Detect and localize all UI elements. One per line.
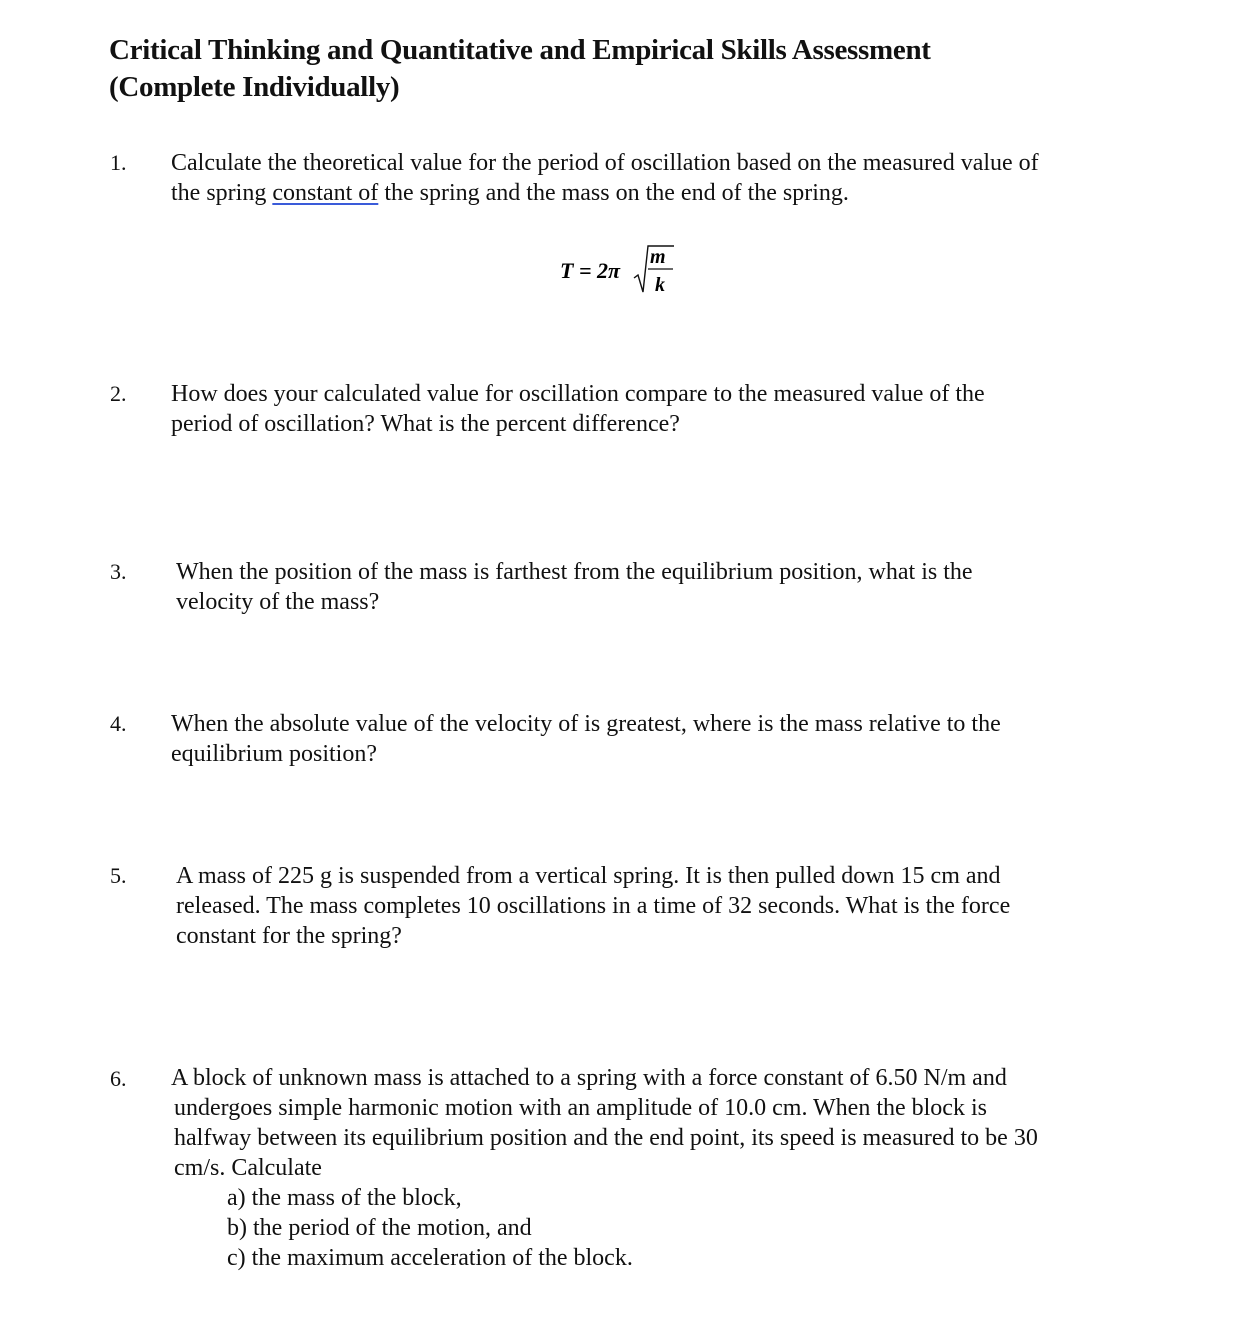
question-4-line-2: equilibrium position? — [171, 741, 377, 767]
question-6-line-2: undergoes simple harmonic motion with an amplitude of 10.0 cm. When the block is — [174, 1095, 987, 1121]
question-5-text — [176, 861, 1126, 951]
question-6-number: 6. — [110, 1066, 127, 1091]
document-title — [109, 32, 1109, 106]
question-1-number: 1. — [110, 150, 127, 175]
question-3-line-1: When the position of the mass is farthest from the equilibrium position, what is the — [176, 559, 973, 585]
question-3-text — [176, 557, 1126, 617]
period-formula — [558, 242, 688, 302]
question-6-line-1: A block of unknown mass is attached to a spring with a force constant of 6.50 N/m and — [171, 1065, 1007, 1091]
question-5-line-1: A mass of 225 g is suspended from a vertical spring. It is then pulled down 15 cm and — [176, 863, 1001, 889]
question-2-line-2: period of oscillation? What is the percent difference? — [171, 411, 680, 437]
question-1-line-2 — [171, 178, 1121, 208]
question-6-line-4: cm/s. Calculate — [174, 1155, 322, 1181]
question-4-number: 4. — [110, 711, 127, 736]
question-6-line-3: halfway between its equilibrium position and the end point, its speed is measured to be 30 — [174, 1125, 1038, 1151]
question-1-line-2-start: the spring — [171, 180, 273, 206]
question-3-line-2: velocity of the mass? — [176, 589, 380, 615]
question-2-number: 2. — [110, 381, 127, 406]
question-6-text — [171, 1063, 1121, 1273]
question-6-part-a: a) the mass of the block, — [227, 1185, 462, 1211]
question-1-line-2-end: the spring and the mass on the end of the spring. — [378, 180, 849, 206]
period-formula-svg — [558, 242, 688, 302]
question-5-number: 5. — [110, 863, 127, 888]
formula-denominator: k — [655, 274, 665, 296]
question-5-line-2: released. The mass completes 10 oscillations in a time of 32 seconds. What is the force — [176, 893, 1011, 919]
question-3-number: 3. — [110, 559, 127, 584]
question-2-text — [171, 379, 1121, 439]
question-6-part-b: b) the period of the motion, and — [227, 1215, 532, 1241]
question-2-line-1: How does your calculated value for oscillation compare to the measured value of the — [171, 381, 985, 407]
question-5-line-3: constant for the spring? — [176, 923, 402, 949]
title-line-2: (Complete Individually) — [109, 71, 400, 103]
spellcheck-underlined-phrase: constant of — [272, 180, 379, 206]
question-1-line-1: Calculate the theoretical value for the period of oscillation based on the measured value of — [171, 150, 1039, 176]
question-1-text — [171, 148, 1121, 208]
formula-numerator: m — [650, 246, 666, 268]
question-4-text — [171, 709, 1121, 769]
formula-lhs: T = 2π — [560, 258, 620, 283]
title-line-1: Critical Thinking and Quantitative and Empirical Skills Assessment — [109, 34, 931, 66]
question-6-part-c: c) the maximum acceleration of the block. — [227, 1245, 633, 1271]
question-4-line-1: When the absolute value of the velocity of is greatest, where is the mass relative to the — [171, 711, 1001, 737]
